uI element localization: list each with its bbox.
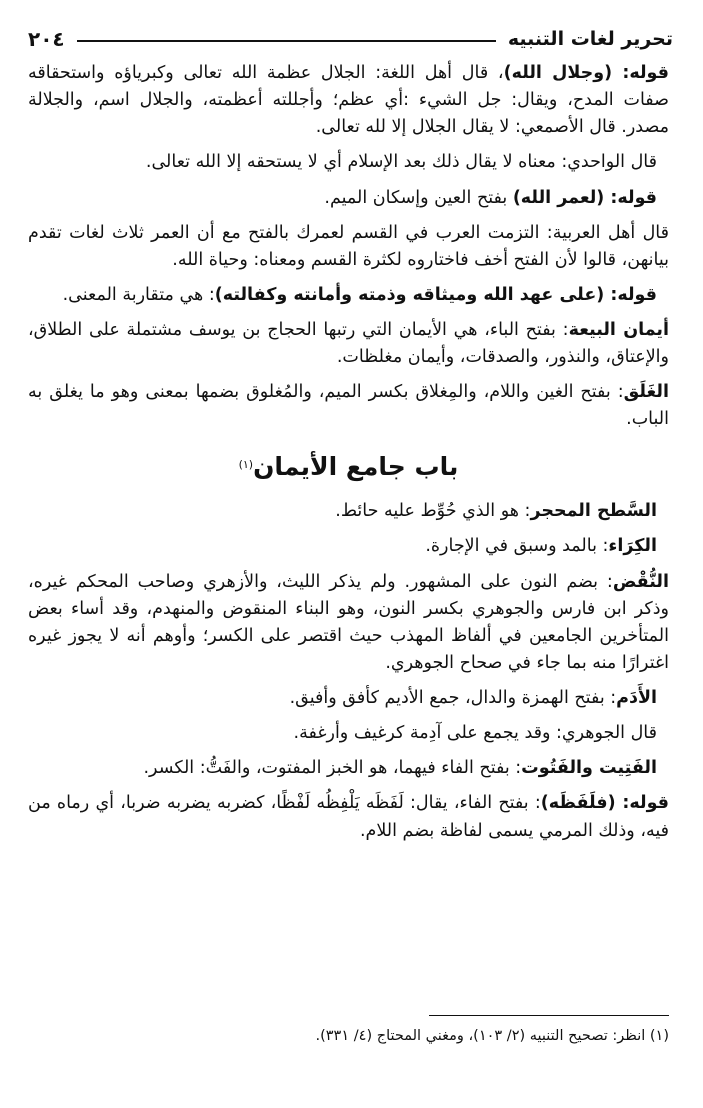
- term-lead: الغَلَق: [623, 382, 669, 403]
- term-lead: قوله: (فلَفَظَه): [540, 793, 669, 814]
- paragraph-text: : بفتح الفاء فيهما، هو الخبز المفتوت، والفَتُّ: الكسر.: [143, 758, 522, 779]
- term-lead: قوله: (وجلال الله): [503, 63, 669, 83]
- paragraph: [28, 220, 669, 274]
- paragraph: [28, 60, 669, 141]
- footnotes: [28, 1015, 669, 1048]
- paragraph: [28, 790, 669, 844]
- paragraph: [28, 317, 669, 371]
- paragraph-text: : بفتح الهمزة والدال، جمع الأديم كأفق وأفيق.: [289, 688, 617, 708]
- paragraph-text: : بفتح الباء، هي الأيمان التي رتبها الحجاج بن يوسف مشتملة على الطلاق، والإعتاق، والنذور، والصدقات، وأيمان مغلظات.: [28, 320, 669, 368]
- paragraph-text: بفتح العين وإسكان الميم.: [324, 187, 513, 208]
- term-lead: أيمان البيعة: [568, 320, 670, 340]
- header-rule: [77, 40, 496, 42]
- term-lead: السَّطح المحجر: [530, 501, 657, 522]
- paragraph: [28, 720, 669, 747]
- term-lead: الكِرَاء: [608, 536, 657, 557]
- paragraph-text: : بفتح الفاء، يقال: لَفَظَه يَلْفِظُه لَفْظًا، كضربه يضربه ضربا، أي رماه من فيه، وذلك المرمي يسمى لفاظة بضم اللام.: [28, 793, 669, 841]
- paragraph: [28, 755, 669, 782]
- paragraph-text: قال الواحدي: معناه لا يقال ذلك بعد الإسلام أي لا يستحقه إلا الله تعالى.: [145, 152, 657, 173]
- paragraph: [28, 569, 669, 678]
- paragraph-text: : هو الذي حُوِّط عليه حائط.: [335, 501, 531, 522]
- paragraph: [28, 185, 669, 212]
- paragraph-text: : بالمد وسبق في الإجارة.: [425, 536, 609, 557]
- page-body: [28, 60, 669, 853]
- paragraph: [28, 498, 669, 525]
- paragraph-text: قال أهل العربية: التزمت العرب في القسم لعمرك بالفتح مع أن العمر ثلاث لغات تقدم بيانهن، قالوا لأن الفتح أخف فاختاروه لكثرة القسم ومعناه: وحياة الله.: [28, 222, 669, 270]
- paragraph: [28, 685, 669, 712]
- paragraph-text: : بفتح الغين واللام، والمِغلاق بكسر الميم، والمُغلوق بضمها بمعنى وهو ما يغلق به الباب.: [28, 382, 669, 430]
- paragraph: [28, 282, 669, 309]
- term-lead: قوله: (على عهد الله وميثاقه وذمته وأمانته وكفالته): [214, 284, 657, 305]
- paragraph-text: قال الجوهري: وقد يجمع على آدِمة كرغيف وأرغفة.: [293, 723, 657, 744]
- paragraph-text: ، قال أهل اللغة: الجلال عظمة الله تعالى وكبرياؤه واستحقاقه صفات المدح، ويقال: جل الشيء :أي عظم؛ وأجللته أعظمته، والجلال اسم، والجلالة مصدر. قال الأصمعي: لا يقال الجلال إلا لله تعالى.: [28, 63, 669, 138]
- footnote-reference: (١): [238, 457, 254, 471]
- term-lead: قوله: (لعمر الله): [512, 187, 657, 208]
- paragraph: [28, 379, 669, 433]
- page-number: ٢٠٤: [28, 27, 65, 51]
- paragraph: [28, 149, 669, 176]
- term-lead: الفَتِيت والفَتُوت: [521, 758, 657, 779]
- paragraph: [28, 533, 669, 560]
- term-lead: النُّقْض: [612, 571, 669, 592]
- footnote-text: (١) انظر: تصحيح التنبيه (٢/ ١٠٣)، ومغني المحتاج (٤/ ٣٣١).: [315, 1028, 669, 1044]
- running-title: تحرير لغات التنبيه: [507, 28, 673, 50]
- footnote-rule: [429, 1015, 669, 1016]
- section-heading: باب جامع الأيمان: [253, 451, 459, 481]
- paragraph-text: : هي متقاربة المعنى.: [62, 284, 215, 305]
- term-lead: الأَدَم: [616, 688, 657, 708]
- page-header: [28, 22, 673, 56]
- paragraph-text: : بضم النون على المشهور. ولم يذكر الليث، والأزهري وصاحب المحكم غيره، وذكر ابن فارس والجوهري بكسر النون، وهو البناء المنقوض والمنهدم، وقد أساء بعض المتأخرين الجامعين في ألفاظ المهذب حيث اقتصر على الكسر؛ وأوهم أنه لا يجوز غيره اغترارًا منه بما جاء في صحاح الجوهري.: [28, 571, 669, 673]
- section-heading-wrap: [28, 448, 669, 487]
